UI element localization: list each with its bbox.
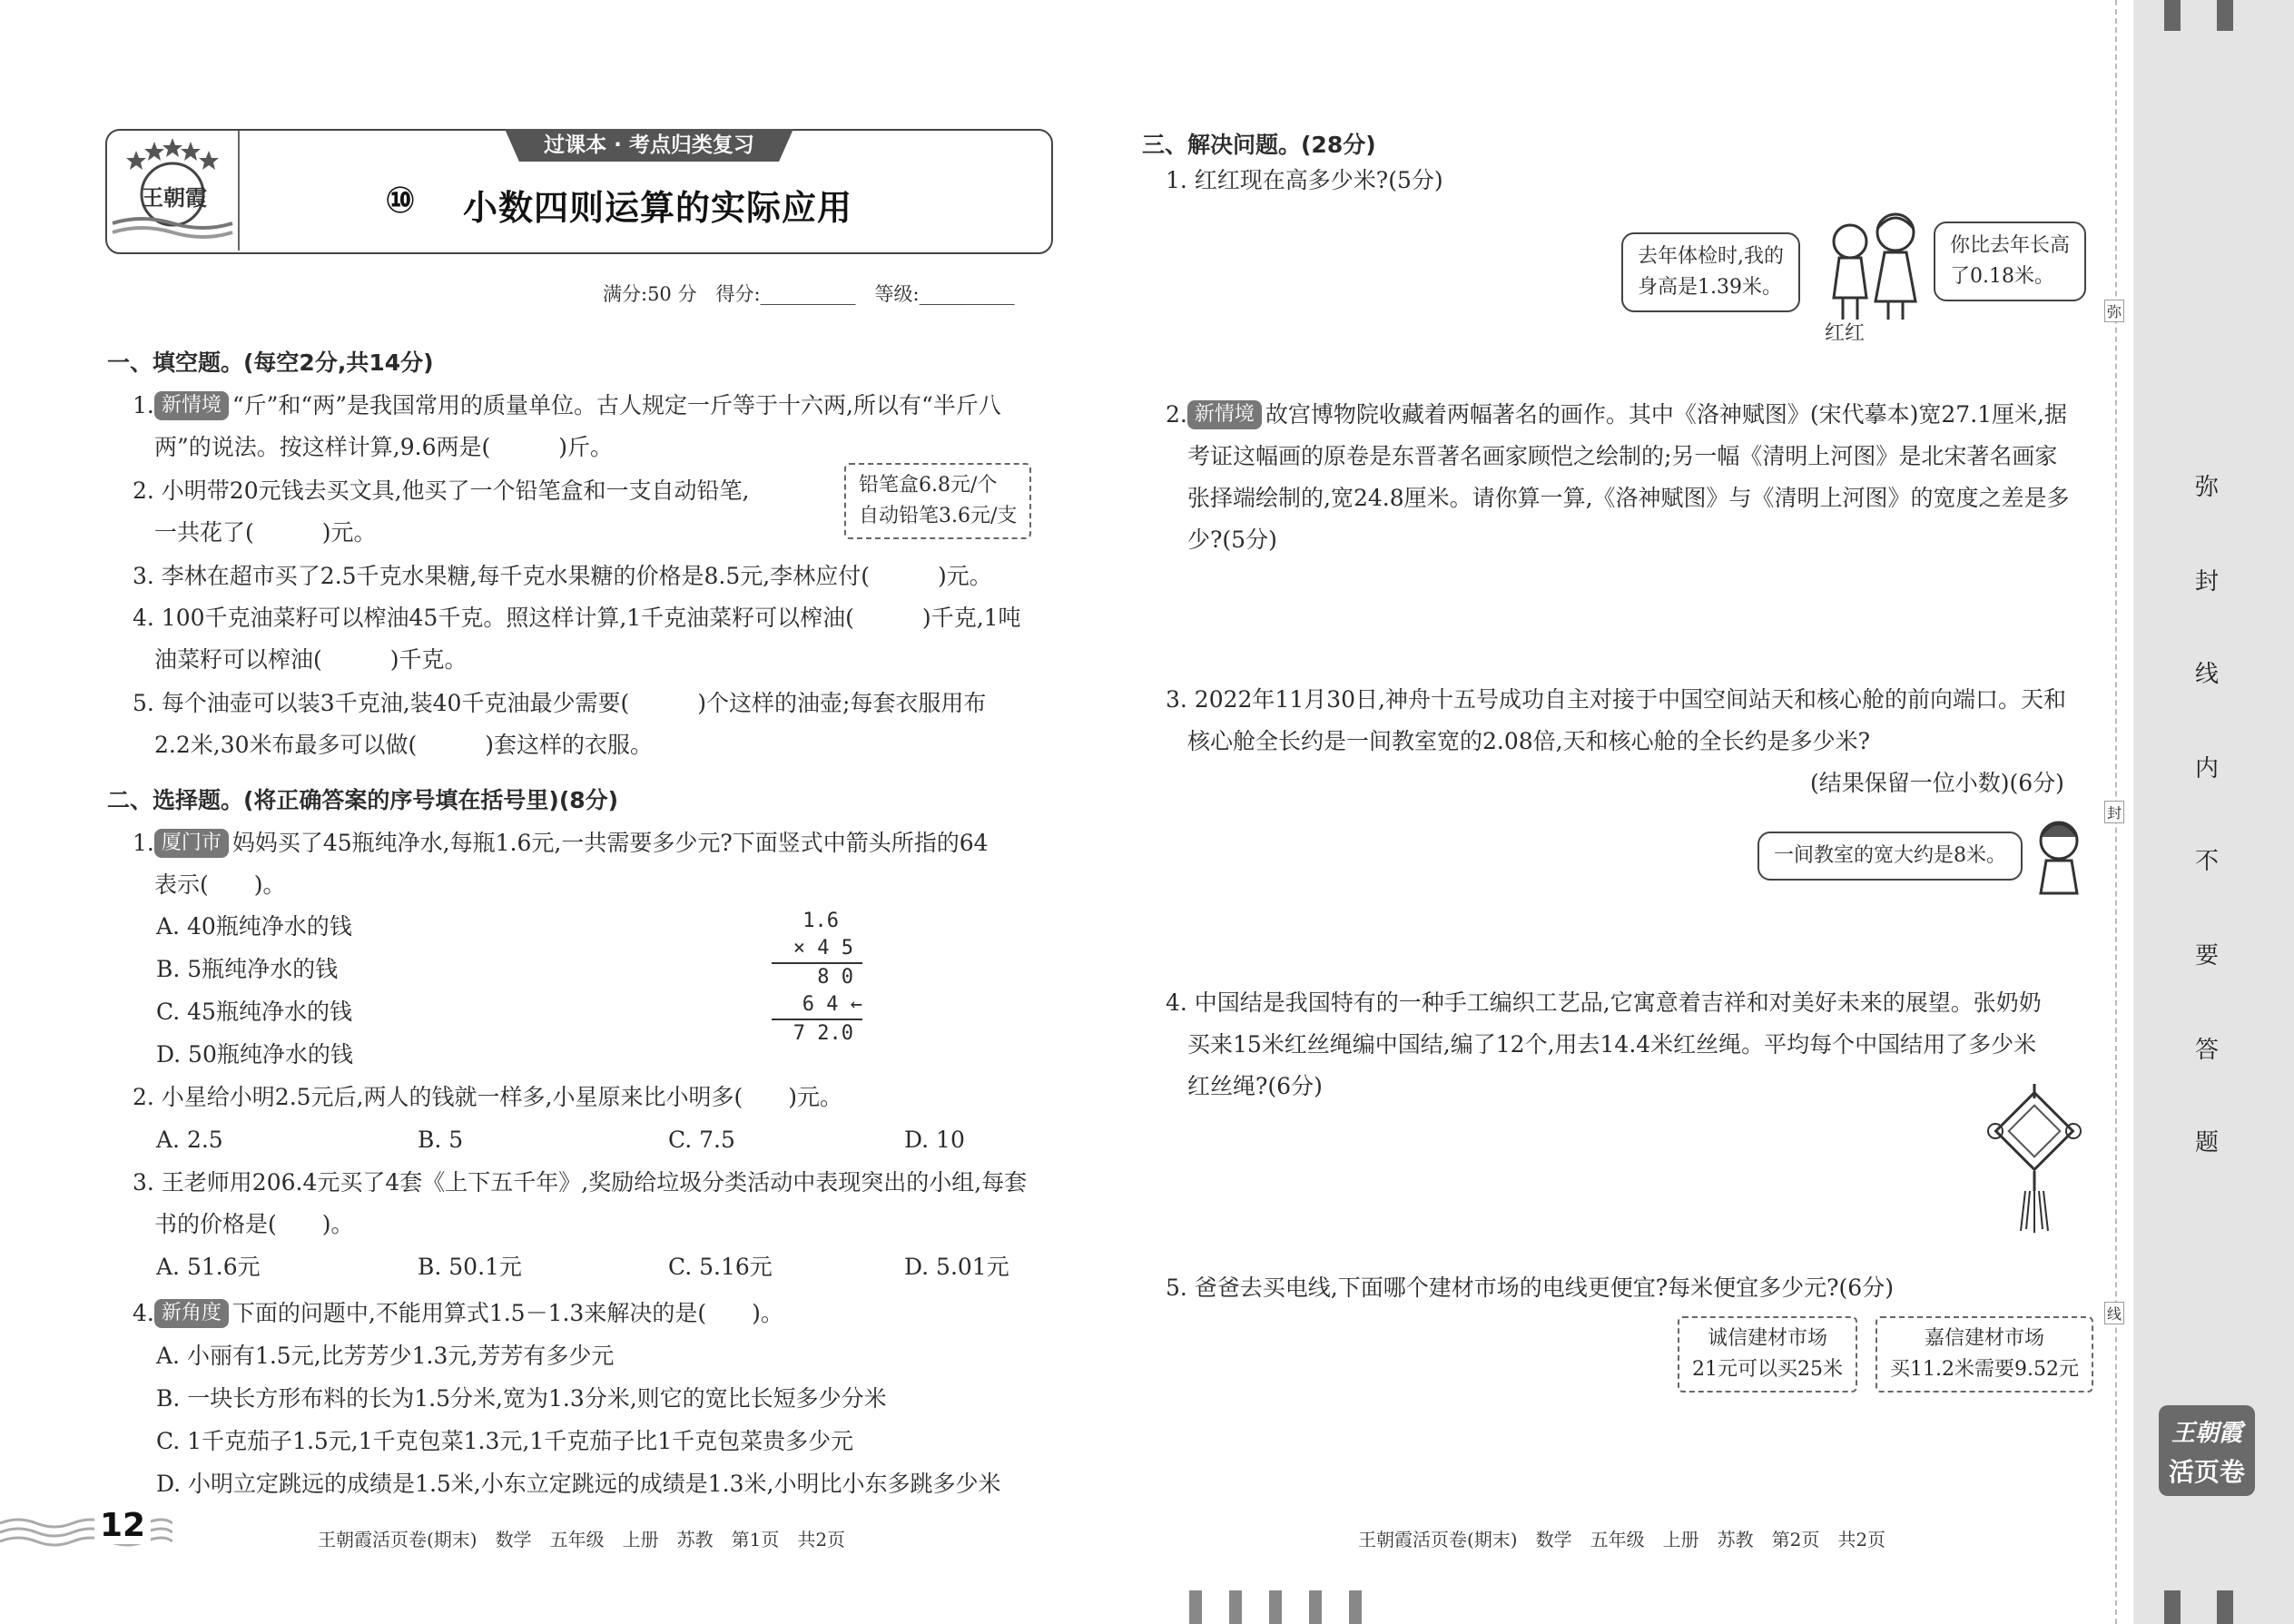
s2-q3-option-a: A. 51.6元 — [156, 1254, 261, 1280]
chinese-knot-icon — [1984, 1084, 2084, 1236]
new-context-tag-2: 新情境 — [1187, 400, 1262, 429]
s1-q1-line1: “斤”和“两”是我国常用的质量单位。古人规定一斤等于十六两,所以有“半斤八 — [231, 392, 1001, 418]
s3-q1: 1. 红红现在高多少米?(5分) — [1166, 167, 1443, 193]
s3-q2 — [1166, 394, 2067, 436]
vertical-calculation — [772, 908, 862, 1048]
s1-q2-line2: 一共花了( )元。 — [154, 519, 377, 546]
shop1-price: 21元可以买25米 — [1692, 1358, 1843, 1381]
s2-q3-line1: 3. 王老师用206.4元买了4套《上下五千年》,奖励给垃圾分类活动中表现突出的小组,每套 — [133, 1169, 1028, 1196]
side-char-6: 要 — [2195, 942, 2220, 969]
speech-bubble-right-line1: 你比去年长高 — [1950, 234, 2071, 257]
shop2-price: 买11.2米需要9.52元 — [1890, 1358, 2079, 1381]
s2-q2-option-a: A. 2.5 — [156, 1127, 223, 1153]
s3-q3-line1: 3. 2022年11月30日,神舟十五号成功自主对接于中国空间站天和核心舱的前向端口。天和 — [1166, 686, 2066, 713]
s2-q1-num: 1. — [133, 830, 154, 856]
brand-line-2: 活页卷 — [2168, 1457, 2245, 1487]
s1-q3: 3. 李林在超市买了2.5千克水果糖,每千克水果糖的价格是8.5元,李林应付( )元。 — [133, 563, 992, 589]
s3-q4-line2: 买来15米红丝绳编中国结,编了12个,用去14.4米红丝绳。平均每个中国结用了多少米 — [1187, 1031, 2037, 1058]
children-illustration — [1812, 207, 1930, 325]
shop1-box — [1678, 1316, 1857, 1393]
speech-bubble-left-line1: 去年体检时,我的 — [1638, 245, 1784, 268]
bottom-right-bars — [2164, 1590, 2264, 1624]
price-box — [844, 463, 1031, 539]
score-line: 满分:50 分 得分:__________ 等级:__________ — [603, 283, 1015, 305]
s2-q1-option-d: D. 50瓶纯净水的钱 — [156, 1041, 353, 1068]
brand-line-1: 王朝霞 — [2171, 1420, 2242, 1447]
section3-title: 三、解决问题。(28分) — [1142, 132, 1376, 158]
s1-q5-line1: 5. 每个油壶可以装3千克油,装40千克油最少需要( )个这样的油壶;每套衣服用布 — [133, 690, 987, 716]
calc-row-2: × 4 5 — [772, 935, 862, 964]
s2-q1-line2: 表示( )。 — [154, 871, 286, 898]
s1-q1 — [133, 385, 1001, 427]
s3-q4-line3: 红丝绳?(6分) — [1187, 1073, 1323, 1099]
speech-bubble-right-line2: 了0.18米。 — [1950, 265, 2054, 288]
s2-q2-option-c: C. 7.5 — [668, 1127, 735, 1153]
s2-q3-option-c: C. 5.16元 — [668, 1254, 773, 1280]
classroom-hint-bubble: 一间教室的宽大约是8米。 — [1757, 832, 2023, 881]
top-bars — [2164, 0, 2264, 31]
shop1-name: 诚信建材市场 — [1707, 1327, 1827, 1350]
s3-q2-num: 2. — [1166, 401, 1187, 428]
s2-q1-option-a: A. 40瓶纯净水的钱 — [156, 913, 352, 940]
price-box-line2: 自动铅笔3.6元/支 — [859, 505, 1018, 527]
side-char-3: 线 — [2195, 661, 2220, 688]
s2-q4-option-d: D. 小明立定跳远的成绩是1.5米,小东立定跳远的成绩是1.3米,小明比小东多跳多少米 — [156, 1471, 1001, 1497]
cut-mark-3: 线 — [2104, 1302, 2124, 1324]
s1-q4-line1: 4. 100千克油菜籽可以榨油45千克。照这样计算,1千克油菜籽可以榨油( )千克,1吨 — [133, 605, 1021, 631]
s2-q4-num: 4. — [133, 1300, 154, 1326]
s2-q2-option-d: D. 10 — [904, 1127, 965, 1153]
page-number: 12 — [94, 1507, 151, 1544]
footer-left: 王朝霞活页卷(期末) 数学 五年级 上册 苏教 第1页 共2页 — [318, 1529, 846, 1550]
s2-q4-option-a: A. 小丽有1.5元,比芳芳少1.3元,芳芳有多少元 — [156, 1343, 615, 1369]
price-box-line1: 铅笔盒6.8元/个 — [859, 474, 998, 497]
speech-bubble-right — [1934, 221, 2086, 301]
side-char-1: 弥 — [2195, 474, 2220, 501]
calc-row-5: 7 2.0 — [793, 1022, 853, 1045]
s2-q1 — [133, 822, 989, 864]
side-char-2: 封 — [2195, 568, 2220, 595]
s1-q4-line2: 油菜籽可以榨油( )千克。 — [154, 646, 468, 673]
speech-bubble-left — [1621, 232, 1800, 312]
s3-q2-line1: 故宫博物院收藏着两幅著名的画作。其中《洛神赋图》(宋代摹本)宽27.1厘米,据 — [1265, 401, 2067, 428]
cut-mark-1: 弥 — [2104, 300, 2124, 322]
speech-bubble-left-line2: 身高是1.39米。 — [1638, 276, 1782, 299]
s1-q5-line2: 2.2米,30米布最多可以做( )套这样的衣服。 — [154, 732, 654, 758]
s2-q4-option-b: B. 一块长方形布料的长为1.5分米,宽为1.3分米,则它的宽比长短多少分米 — [156, 1385, 887, 1412]
s2-q1-option-c: C. 45瓶纯净水的钱 — [156, 999, 352, 1025]
lesson-number: ⑩ — [385, 180, 416, 221]
s2-q4 — [133, 1293, 783, 1334]
section1-title: 一、填空题。(每空2分,共14分) — [107, 349, 434, 376]
s3-q5: 5. 爸爸去买电线,下面哪个建材市场的电线更便宜?每米便宜多少元?(6分) — [1166, 1275, 1894, 1301]
s2-q2-option-b: B. 5 — [418, 1127, 464, 1153]
s2-q3-option-d: D. 5.01元 — [904, 1254, 1009, 1280]
cut-mark-2: 封 — [2104, 801, 2124, 823]
section2-title: 二、选择题。(将正确答案的序号填在括号里)(8分) — [107, 787, 619, 813]
s2-q3-line2: 书的价格是( )。 — [154, 1211, 354, 1237]
page-title: 小数四则运算的实际应用 — [463, 188, 853, 228]
s1-q2-line1: 2. 小明带20元钱去买文具,他买了一个铅笔盒和一支自动铅笔, — [133, 477, 750, 504]
header-divider — [238, 131, 240, 251]
calc-row-1: 1.6 — [802, 910, 839, 932]
bottom-bars — [1189, 1590, 1371, 1624]
calc-row-4: 6 4 ← — [772, 991, 862, 1020]
girl-illustration — [2033, 813, 2084, 895]
calc-row-3: 8 0 — [817, 966, 853, 989]
header-banner-text: 过课本 · 考点归类复习 — [544, 133, 754, 157]
side-char-7: 答 — [2195, 1037, 2220, 1064]
s2-q3-option-b: B. 50.1元 — [418, 1254, 522, 1280]
footer-right: 王朝霞活页卷(期末) 数学 五年级 上册 苏教 第2页 共2页 — [1358, 1529, 1886, 1550]
side-char-5: 不 — [2195, 848, 2220, 875]
s2-q4-line1: 下面的问题中,不能用算式1.5－1.3来解决的是( )。 — [231, 1300, 783, 1326]
s3-q2-line2: 考证这幅画的原卷是东晋著名画家顾恺之绘制的;另一幅《清明上河图》是北宋著名画家 — [1187, 443, 2058, 469]
side-char-8: 题 — [2195, 1129, 2220, 1156]
logo-text: 王朝霞 — [142, 185, 207, 211]
s3-q2-line4: 少?(5分) — [1187, 527, 1277, 553]
new-angle-tag: 新角度 — [154, 1299, 229, 1328]
s2-q4-option-c: C. 1千克茄子1.5元,1千克包菜1.3元,1千克茄子比1千克包菜贵多少元 — [156, 1428, 854, 1454]
s3-q3-line2: 核心舱全长约是一间教室宽的2.08倍,天和核心舱的全长约是多少米? — [1187, 728, 1871, 754]
binding-margin — [2133, 0, 2294, 1624]
child-caption: 红红 — [1825, 322, 1866, 345]
s3-q2-line3: 张择端绘制的,宽24.8厘米。请你算一算,《洛神赋图》与《清明上河图》的宽度之差是多 — [1187, 485, 2070, 511]
s3-q4-line1: 4. 中国结是我国特有的一种手工编织工艺品,它寓意着吉祥和对美好未来的展望。张奶奶 — [1166, 989, 2042, 1016]
shop2-box — [1876, 1316, 2093, 1393]
s2-q1-line1: 妈妈买了45瓶纯净水,每瓶1.6元,一共需要多少元?下面竖式中箭头所指的64 — [231, 830, 989, 856]
side-char-4: 内 — [2195, 755, 2220, 782]
s3-q3-line3: (结果保留一位小数)(6分) — [1810, 770, 2064, 796]
new-context-tag: 新情境 — [154, 391, 229, 420]
shop2-name: 嘉信建材市场 — [1924, 1327, 2044, 1350]
s2-q2: 2. 小星给小明2.5元后,两人的钱就一样多,小星原来比小明多( )元。 — [133, 1084, 842, 1110]
s1-q1-num: 1. — [133, 392, 154, 418]
xiamen-tag: 厦门市 — [154, 829, 229, 858]
s1-q1-line2: 两”的说法。按这样计算,9.6两是( )斤。 — [154, 434, 613, 460]
s2-q1-option-b: B. 5瓶纯净水的钱 — [156, 956, 339, 982]
